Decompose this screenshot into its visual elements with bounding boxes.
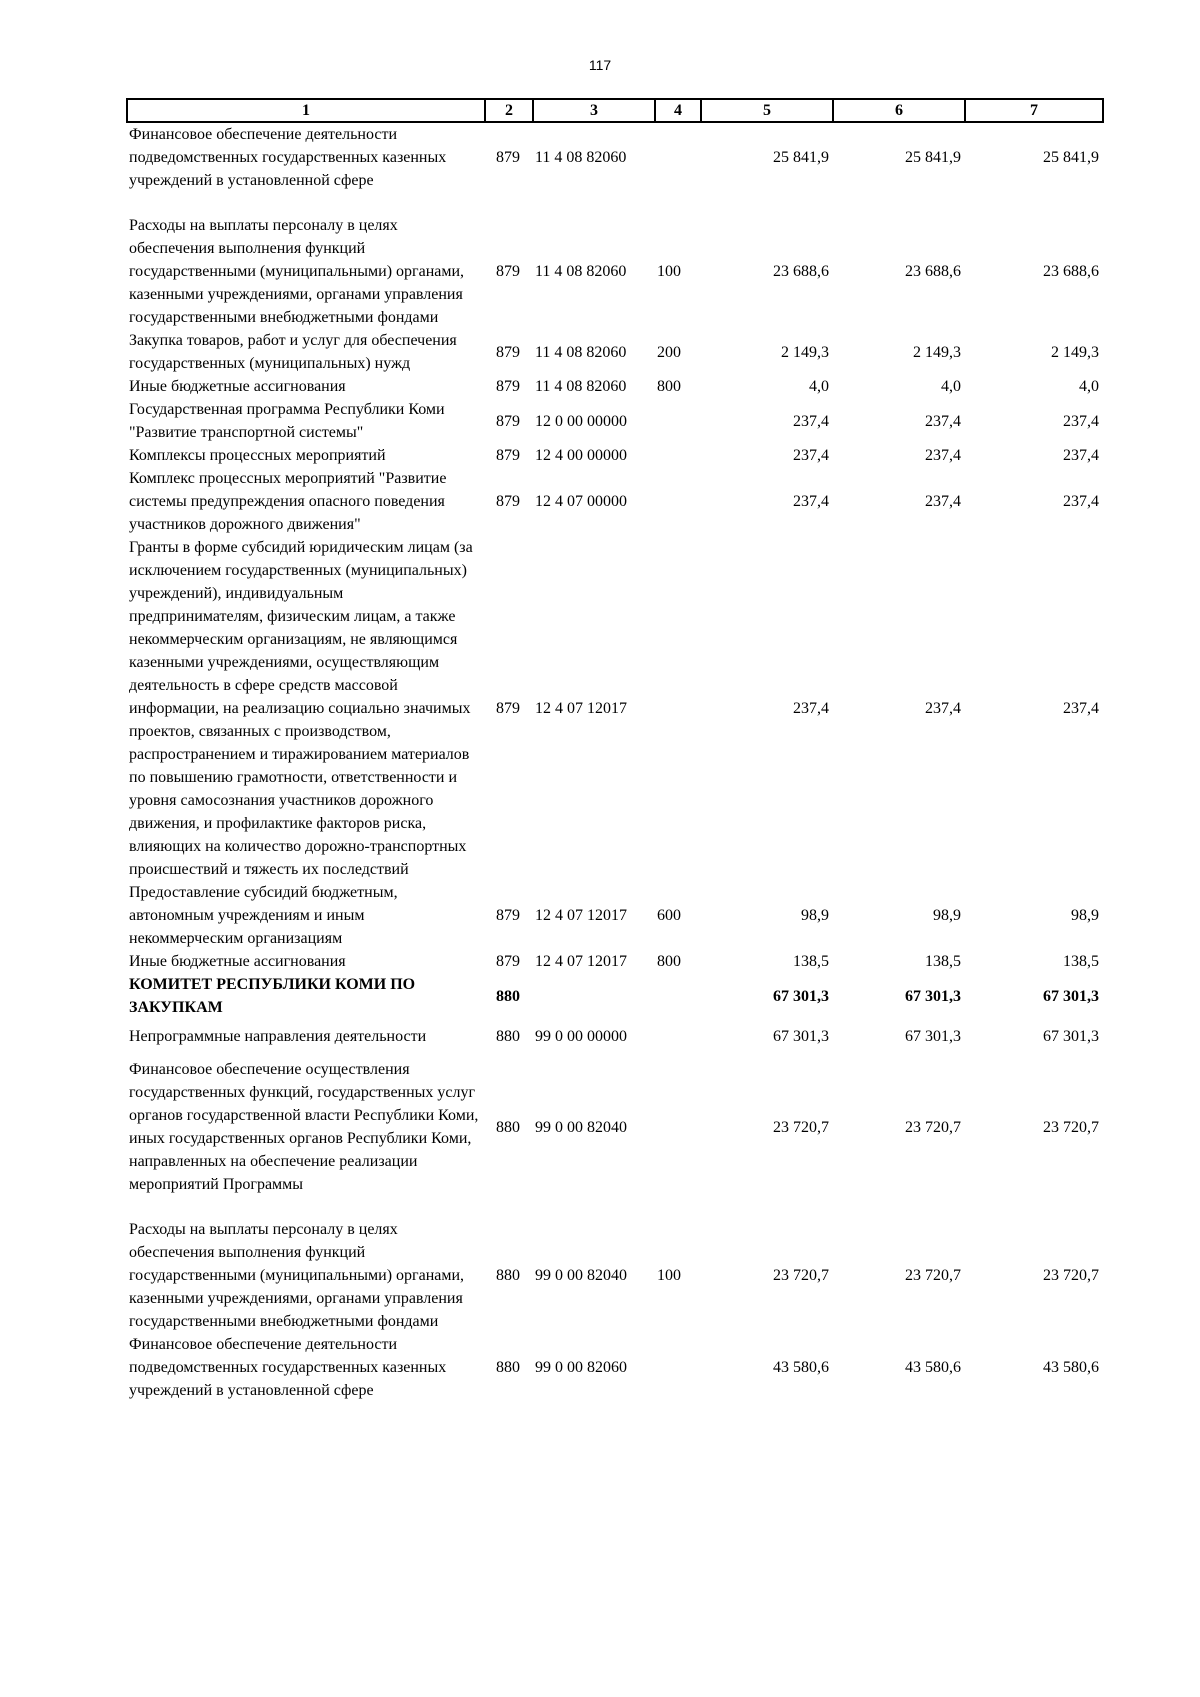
row-value-1: 138,5 (793, 953, 829, 970)
row-value-3: 138,5 (1063, 953, 1099, 970)
row-value-3: 98,9 (1071, 907, 1099, 924)
row-gr: 879 (496, 343, 520, 361)
table-row (127, 122, 1103, 192)
table-row (127, 1218, 1103, 1333)
row-vr: 100 (657, 263, 681, 280)
row-gr: 880 (496, 987, 520, 1005)
row-name: Закупка товаров, работ и услуг для обеспечения государственных (муниципальных) нужд (129, 332, 457, 372)
column-header-3: 3 (533, 99, 655, 122)
row-value-2: 67 301,3 (905, 1028, 961, 1045)
row-csr: 12 4 00 00000 (535, 447, 627, 464)
row-value-3: 2 149,3 (1051, 343, 1099, 361)
row-value-3: 237,4 (1063, 447, 1099, 464)
row-csr: 11 4 08 82060 (535, 149, 627, 166)
row-name: Государственная программа Республики Коми "Развитие транспортной системы" (129, 401, 445, 441)
row-csr: 99 0 00 82040 (535, 1118, 627, 1136)
row-csr: 12 4 07 12017 (535, 907, 627, 924)
row-vr (655, 1025, 701, 1048)
page-number: 117 (588, 57, 612, 73)
row-value-1: 23 688,6 (773, 263, 829, 280)
row-vr: 200 (657, 343, 681, 361)
table-row (127, 881, 1103, 950)
row-value-2: 23 688,6 (905, 263, 961, 280)
table-row (127, 444, 1103, 467)
row-csr: 12 4 07 12017 (535, 700, 627, 717)
row-name: Расходы на выплаты персоналу в целях обеспечения выполнения функций государственными (муниципальными) органами, казенными учреждениями, органами управления государственными внебюджетными фондами (129, 217, 465, 326)
row-gr: 880 (496, 1267, 520, 1284)
column-header-2: 2 (485, 99, 533, 122)
row-vr (655, 536, 701, 881)
row-value-3: 237,4 (1063, 493, 1099, 510)
row-gr: 879 (496, 447, 520, 464)
row-name: Непрограммные направления деятельности (129, 1028, 427, 1045)
table-row (127, 329, 1103, 375)
row-value-1: 43 580,6 (773, 1359, 829, 1376)
row-name: Иные бюджетные ассигнования (129, 953, 346, 970)
row-gr: 879 (496, 263, 520, 280)
row-vr: 600 (657, 907, 681, 924)
row-value-2: 138,5 (925, 953, 961, 970)
row-value-2: 4,0 (941, 378, 961, 395)
row-value-2: 237,4 (925, 493, 961, 510)
row-value-2: 67 301,3 (905, 987, 961, 1005)
row-value-2: 237,4 (925, 447, 961, 464)
row-value-1: 4,0 (809, 378, 829, 395)
row-vr (655, 444, 701, 467)
row-value-1: 98,9 (801, 907, 829, 924)
row-csr: 99 0 00 00000 (535, 1028, 627, 1045)
budget-table (126, 98, 1104, 1402)
row-name: Комплекс процессных мероприятий "Развитие системы предупреждения опасного поведения участников дорожного движения" (129, 470, 447, 533)
table-row (127, 214, 1103, 329)
row-value-1: 237,4 (793, 700, 829, 717)
row-name: Предоставление субсидий бюджетным, автономным учреждениям и иным некоммерческим организациям (129, 884, 398, 947)
row-name: Гранты в форме субсидий юридическим лицам (за исключением государственных (муниципальных) учреждений), индивидуальным предпринимателям, физическим лицам, а также некоммерческим организациям, не являющимся казенными учреждениями, осуществляющим деятельность в сфере средств массовой информации, на реализацию социально значимых проектов, связанных с производством, распространением и тиражированием материалов по повышению грамотности, ответственности и уровня самосознания участников дорожного движения, и профилактике факторов риска, влияющих на количество дорожно-транспортных происшествий и тяжесть их последствий (129, 539, 473, 878)
row-csr: 99 0 00 82060 (535, 1359, 627, 1376)
row-vr: 800 (657, 953, 681, 970)
row-value-1: 237,4 (793, 493, 829, 510)
row-value-1: 237,4 (793, 447, 829, 464)
row-value-1: 67 301,3 (773, 987, 829, 1005)
column-header-7: 7 (965, 99, 1103, 122)
row-csr: 11 4 08 82060 (535, 343, 627, 361)
row-gr: 880 (496, 1359, 520, 1376)
row-value-3: 4,0 (1079, 378, 1099, 395)
row-value-3: 43 580,6 (1043, 1359, 1099, 1376)
column-header-1: 1 (127, 99, 485, 122)
table-row (127, 950, 1103, 973)
row-vr (655, 1333, 701, 1402)
row-value-2: 23 720,7 (905, 1118, 961, 1136)
row-csr: 12 4 07 00000 (535, 493, 627, 510)
column-header-4: 4 (655, 99, 701, 122)
row-csr (533, 973, 655, 1019)
row-csr: 11 4 08 82060 (535, 378, 627, 395)
row-value-3: 23 688,6 (1043, 263, 1099, 280)
row-csr: 12 0 00 00000 (535, 412, 627, 430)
row-gr: 880 (496, 1028, 520, 1045)
row-value-1: 67 301,3 (773, 1028, 829, 1045)
row-vr (655, 1058, 701, 1196)
row-csr: 11 4 08 82060 (535, 263, 627, 280)
row-value-3: 67 301,3 (1043, 987, 1099, 1005)
row-name: Иные бюджетные ассигнования (129, 378, 346, 395)
row-value-2: 237,4 (925, 700, 961, 717)
row-name: КОМИТЕТ РЕСПУБЛИКИ КОМИ ПО ЗАКУПКАМ (129, 976, 416, 1016)
row-vr (655, 467, 701, 536)
table-row (127, 1058, 1103, 1196)
row-value-2: 43 580,6 (905, 1359, 961, 1376)
row-value-2: 237,4 (925, 412, 961, 430)
table-row (127, 536, 1103, 881)
row-vr (655, 398, 701, 444)
row-value-2: 98,9 (933, 907, 961, 924)
row-vr (655, 122, 701, 192)
row-gr: 879 (496, 149, 520, 166)
row-name: Финансовое обеспечение деятельности подведомственных государственных казенных учреждений в установленной сфере (129, 126, 447, 189)
row-gr: 879 (496, 907, 520, 924)
row-name: Расходы на выплаты персоналу в целях обеспечения выполнения функций государственными (муниципальными) органами, казенными учреждениями, органами управления государственными внебюджетными фондами (129, 1221, 465, 1330)
spacer-row (127, 1196, 1103, 1218)
row-value-3: 23 720,7 (1043, 1118, 1099, 1136)
row-value-1: 23 720,7 (773, 1118, 829, 1136)
column-header-6: 6 (833, 99, 965, 122)
row-value-1: 237,4 (793, 412, 829, 430)
row-value-3: 237,4 (1063, 700, 1099, 717)
row-value-3: 67 301,3 (1043, 1028, 1099, 1045)
row-value-2: 25 841,9 (905, 149, 961, 166)
row-name: Комплексы процессных мероприятий (129, 447, 386, 464)
row-name: Финансовое обеспечение осуществления государственных функций, государственных услуг органов государственной власти Республики Коми, иных государственных органов Республики Коми, направленных на обеспечение реализации мероприятий Программы (129, 1061, 479, 1193)
row-value-3: 23 720,7 (1043, 1267, 1099, 1284)
row-name: Финансовое обеспечение деятельности подведомственных государственных казенных учреждений в установленной сфере (129, 1336, 447, 1399)
row-gr: 879 (496, 412, 520, 430)
row-vr: 100 (657, 1267, 681, 1284)
row-value-1: 2 149,3 (781, 343, 829, 361)
table-row (127, 1333, 1103, 1402)
column-header-5: 5 (701, 99, 833, 122)
row-value-2: 23 720,7 (905, 1267, 961, 1284)
row-csr: 12 4 07 12017 (535, 953, 627, 970)
row-vr: 800 (657, 378, 681, 395)
row-value-3: 237,4 (1063, 412, 1099, 430)
row-vr (655, 973, 701, 1019)
spacer-row (127, 192, 1103, 214)
row-csr: 99 0 00 82040 (535, 1267, 627, 1284)
table-row (127, 467, 1103, 536)
header-row (127, 99, 1103, 122)
row-gr: 879 (496, 493, 520, 510)
row-value-1: 23 720,7 (773, 1267, 829, 1284)
row-value-2: 2 149,3 (913, 343, 961, 361)
row-value-1: 25 841,9 (773, 149, 829, 166)
table-row (127, 1025, 1103, 1048)
row-gr: 880 (496, 1118, 520, 1136)
spacer-row (127, 1048, 1103, 1058)
table-row (127, 375, 1103, 398)
row-gr: 879 (496, 700, 520, 717)
table-row-section-header (127, 973, 1103, 1019)
row-value-3: 25 841,9 (1043, 149, 1099, 166)
table-row (127, 398, 1103, 444)
row-gr: 879 (496, 953, 520, 970)
row-gr: 879 (496, 378, 520, 395)
